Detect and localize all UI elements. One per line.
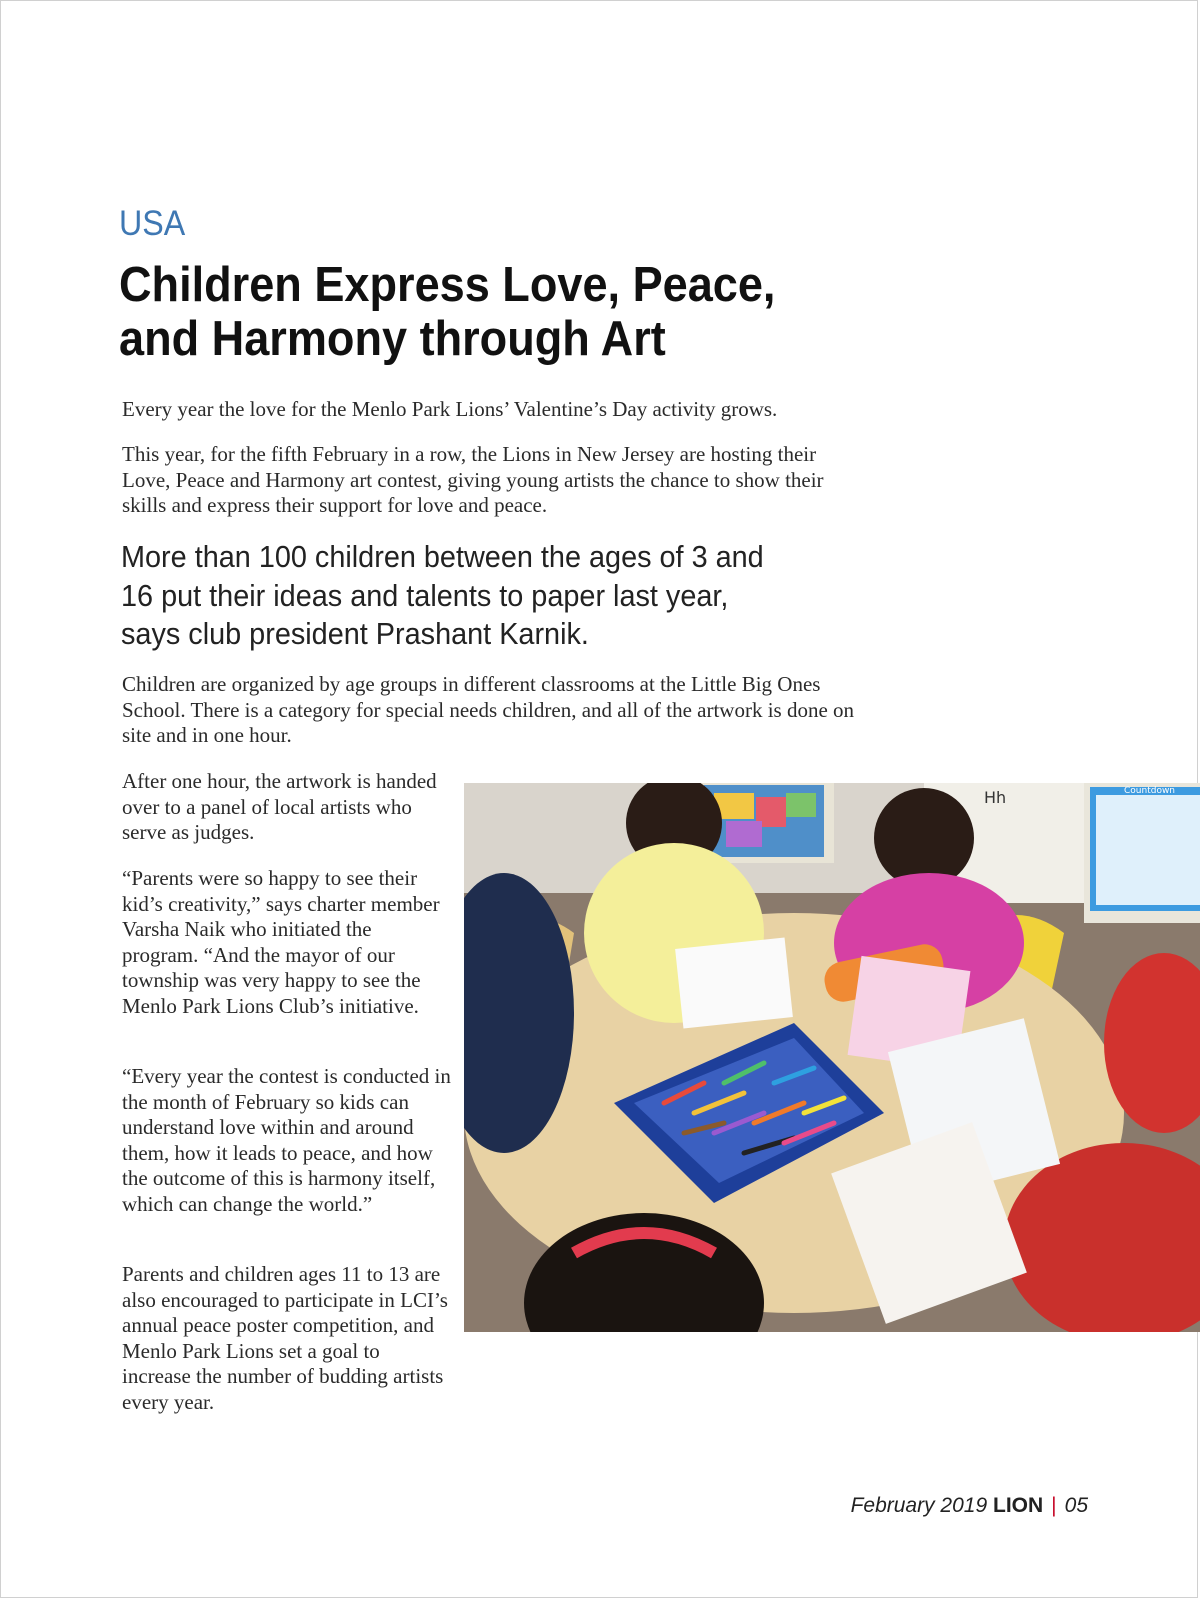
- contest-paragraph: This year, for the fifth February in a row, the Lions in New Jersey are hosting their Love, Peace and Harmony art contest, giving young artists the chance to show their skills and express their support for love and peace.: [122, 442, 824, 517]
- column-paragraph-parents-quote: “Parents were so happy to see their kid’s creativity,” says charter member Varsha Naik who initiated the program. “And the mayor of our township was very happy to see the Menlo Park Lions Club’s initiative.: [122, 866, 440, 1018]
- page-footer: [851, 1494, 1088, 1518]
- countdown-poster-text: Countdown: [1124, 786, 1176, 796]
- headline-line-1: Children Express Love, Peace,: [119, 258, 776, 312]
- article-headline: [119, 258, 855, 366]
- footer-issue-date: February 2019: [850, 1494, 988, 1517]
- footer-separator: |: [1051, 1494, 1057, 1517]
- footer-magazine-name: LION: [993, 1494, 1044, 1517]
- alphabet-poster-text: Hh: [984, 788, 1007, 807]
- footer-page-number: 05: [1064, 1494, 1088, 1517]
- photo-illustration: [464, 783, 1200, 1332]
- pull-quote: More than 100 children between the ages of 3 and 16 put their ideas and talents to paper last year, says club president Prashant Karnik.: [121, 539, 764, 651]
- section-kicker: USA: [119, 204, 186, 243]
- children-art-photo: [464, 783, 1200, 1332]
- column-paragraph-contest-quote: “Every year the contest is conducted in the month of February so kids can understand love within and around them, how it leads to peace, and how the outcome of this is harmony itself, which can change the world.”: [122, 1064, 451, 1216]
- column-paragraph-judges: After one hour, the artwork is handed over to a panel of local artists who serve as judges.: [122, 769, 437, 844]
- organization-paragraph: Children are organized by age groups in different classrooms at the Little Big Ones School. There is a category for special needs children, and all of the artwork is done on site and in one hour.: [122, 672, 855, 747]
- column-paragraph-peace-poster: Parents and children ages 11 to 13 are also encouraged to participate in LCI’s annual peace poster competition, and Menlo Park Lions set a goal to increase the number of budding artists every year.: [122, 1262, 448, 1414]
- intro-paragraph: Every year the love for the Menlo Park Lions’ Valentine’s Day activity grows.: [122, 397, 778, 421]
- headline-line-2: and Harmony through Art: [119, 312, 666, 366]
